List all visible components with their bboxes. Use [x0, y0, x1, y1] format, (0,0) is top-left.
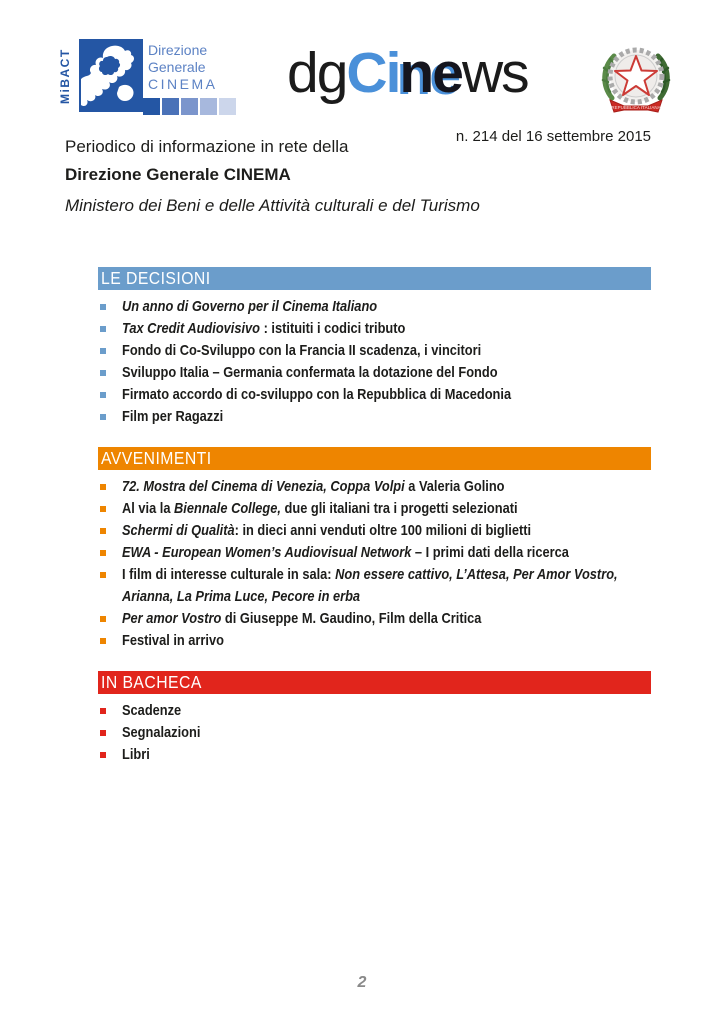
mibact-color-strip	[143, 98, 236, 115]
toc-item-text: Al via la Biennale College, due gli italiani tra i progetti selezionati	[122, 500, 518, 517]
toc-item	[98, 630, 651, 652]
square-bullet-icon	[100, 484, 106, 490]
sections	[98, 267, 651, 766]
newsletter-tagline: Periodico di informazione in rete della	[65, 137, 349, 156]
toc-item-text: Sviluppo Italia – Germania confermata la dotazione del Fondo	[122, 364, 498, 381]
toc-item	[98, 498, 651, 520]
square-bullet-icon	[100, 572, 106, 578]
section-in-bacheca	[98, 671, 651, 766]
wordmark-ne: ne	[399, 41, 462, 105]
mibact-logo	[58, 36, 238, 118]
square-bullet-icon	[100, 304, 106, 310]
italian-republic-emblem-icon	[598, 42, 674, 120]
toc-item	[98, 406, 651, 428]
square-bullet-icon	[100, 326, 106, 332]
mibact-strip-square	[219, 98, 236, 115]
toc-item	[98, 318, 651, 340]
ministry-name: Ministero dei Beni e delle Attività culturali e del Turismo	[65, 196, 480, 215]
toc-item	[98, 384, 651, 406]
toc-item	[98, 476, 651, 498]
page-number: 2	[357, 974, 367, 991]
mibact-strip-square	[200, 98, 217, 115]
section-title: LE DECISIONI	[101, 268, 211, 288]
square-bullet-icon	[100, 730, 106, 736]
section-header	[98, 671, 651, 694]
toc-item	[98, 296, 651, 318]
section-le-decisioni	[98, 267, 651, 428]
wordmark-ci: Ci	[346, 41, 400, 105]
toc-item-text: 72. Mostra del Cinema di Venezia, Coppa Volpi a Valeria Golino	[122, 478, 505, 495]
square-bullet-icon	[100, 616, 106, 622]
issue-number: n. 214 del 16 settembre 2015	[455, 128, 651, 145]
square-bullet-icon	[100, 550, 106, 556]
toc-item-text: I film di interesse culturale in sala: Non essere cattivo, L’Attesa, Per Amor Vostro, Arianna, La Prima Luce, Pecore in erba	[122, 566, 618, 605]
toc-item-text: Firmato accordo di co-sviluppo con la Repubblica di Macedonia	[122, 386, 512, 403]
toc-item	[98, 744, 651, 766]
mibact-emblem-icon	[79, 39, 143, 112]
toc-item	[98, 362, 651, 384]
section-avvenimenti	[98, 447, 651, 652]
section-header	[98, 447, 651, 470]
square-bullet-icon	[100, 638, 106, 644]
toc-item	[98, 608, 651, 630]
mibact-direzione-label: Direzione Generale CINEMA	[148, 42, 218, 92]
square-bullet-icon	[100, 370, 106, 376]
toc-item-text: Film per Ragazzi	[122, 408, 224, 425]
org-name: Direzione Generale CINEMA	[65, 165, 291, 184]
toc-item	[98, 722, 651, 744]
square-bullet-icon	[100, 752, 106, 758]
toc-item-text: Tax Credit Audiovisivo : istituiti i codici tributo	[122, 320, 406, 337]
mibact-strip-square	[143, 98, 160, 115]
square-bullet-icon	[100, 506, 106, 512]
wordmark-dg: dg	[287, 41, 347, 105]
toc-item-text: EWA - European Women’s Audiovisual Network – I primi dati della ricerca	[122, 544, 569, 561]
toc-item-text: Festival in arrivo	[122, 632, 224, 649]
square-bullet-icon	[100, 528, 106, 534]
section-item-list	[98, 700, 651, 766]
toc-item-text: Scadenze	[122, 702, 182, 719]
mibact-vertical-label: MiBACT	[58, 48, 72, 104]
wordmark-ws: ws	[461, 41, 528, 105]
square-bullet-icon	[100, 414, 106, 420]
square-bullet-icon	[100, 392, 106, 398]
square-bullet-icon	[100, 708, 106, 714]
toc-item	[98, 542, 651, 564]
toc-item-text: Per amor Vostro di Giuseppe M. Gaudino, Film della Critica	[122, 610, 482, 627]
section-title: AVVENIMENTI	[101, 448, 212, 468]
toc-item-text: Libri	[122, 746, 150, 763]
section-header	[98, 267, 651, 290]
toc-item	[98, 700, 651, 722]
toc-item-text: Fondo di Co-Sviluppo con la Francia II scadenza, i vincitori	[122, 342, 482, 359]
dgcinews-wordmark	[287, 42, 528, 104]
mibact-strip-square	[162, 98, 179, 115]
toc-item-text: Schermi di Qualità: in dieci anni venduti oltre 100 milioni di biglietti	[122, 522, 532, 539]
toc-item-text: Un anno di Governo per il Cinema Italiano	[122, 298, 378, 315]
section-title: IN BACHECA	[101, 672, 202, 692]
toc-item	[98, 520, 651, 542]
toc-item	[98, 340, 651, 362]
mibact-strip-square	[181, 98, 198, 115]
square-bullet-icon	[100, 348, 106, 354]
toc-item	[98, 564, 651, 608]
emblem-ribbon-text: REPUBBLICA ITALIANA	[611, 105, 661, 110]
toc-item-text: Segnalazioni	[122, 724, 201, 741]
section-item-list	[98, 296, 651, 428]
section-item-list	[98, 476, 651, 652]
